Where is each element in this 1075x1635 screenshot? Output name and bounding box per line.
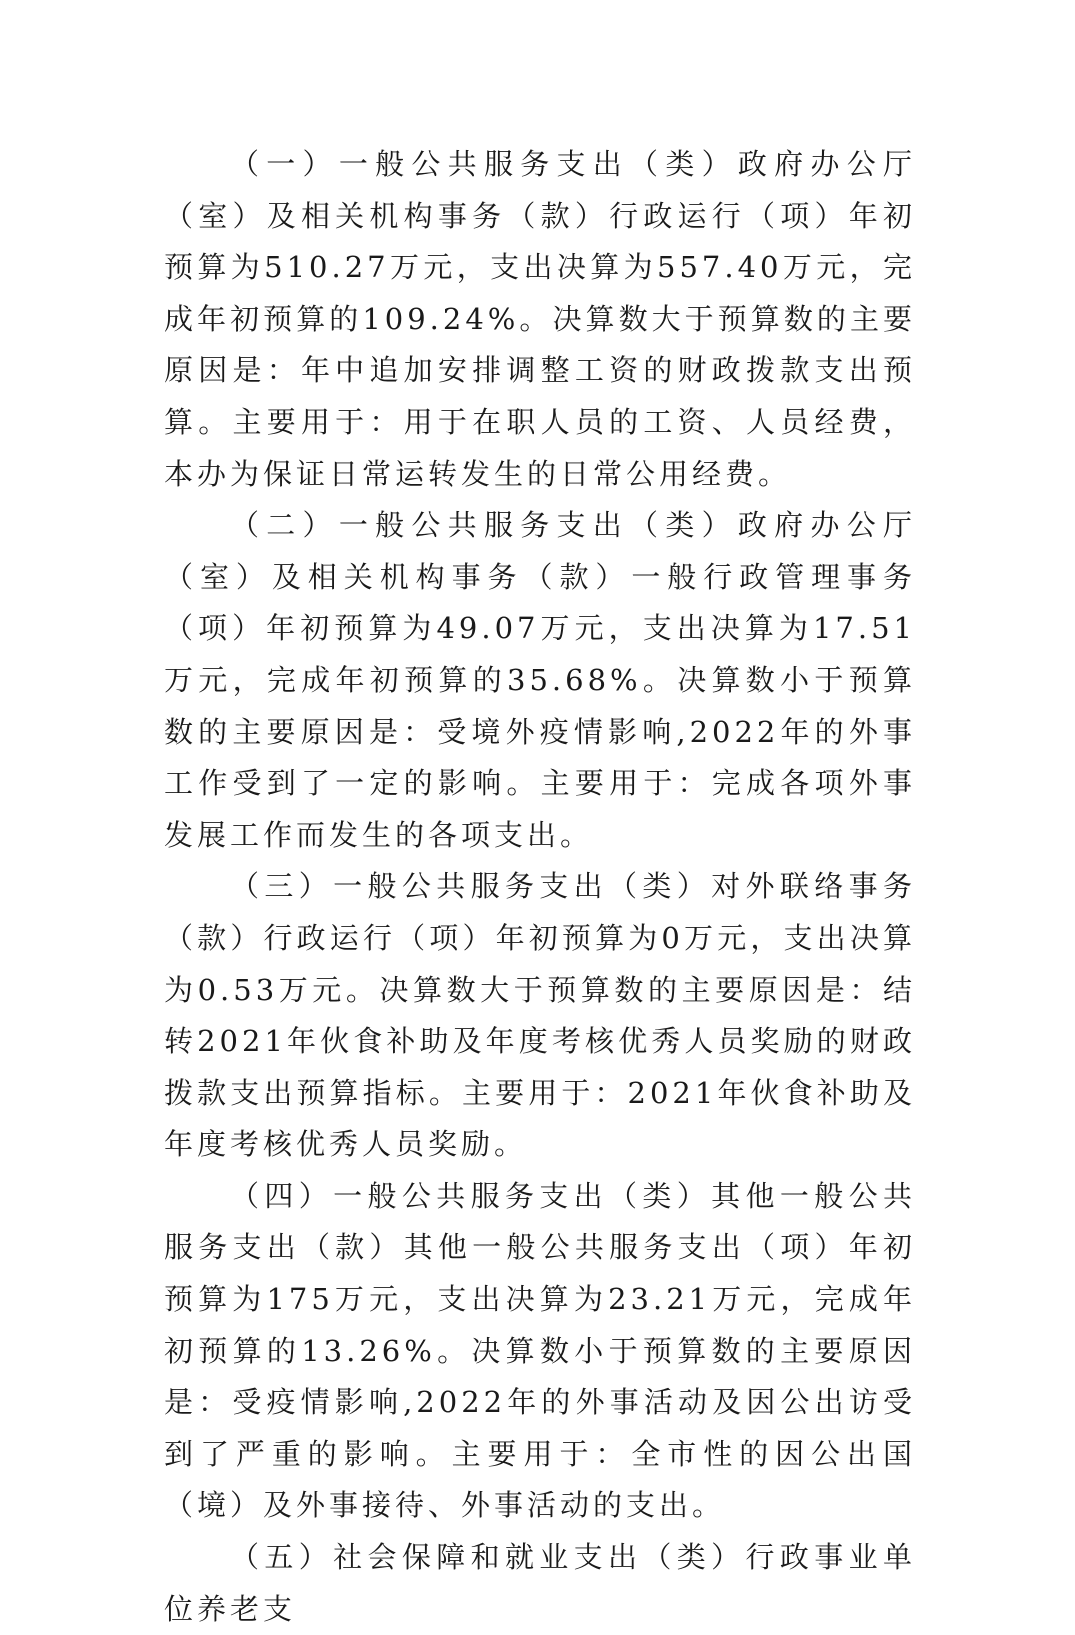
paragraph-4: （四）一般公共服务支出（类）其他一般公共服务支出（款）其他一般公共服务支出（项）年初预算为175万元，支出决算为23.21万元，完成年初预算的13.26%。决算数小于预算数的主要原因是：受疫情影响,2022年的外事活动及因公出访受到了严重的影响。主要用于：全市性的因公出国（境）及外事接待、外事活动的支出。: [164, 1178, 916, 1523]
paragraph-3: （三）一般公共服务支出（类）对外联络事务（款）行政运行（项）年初预算为0万元，支出决算为0.53万元。决算数大于预算数的主要原因是：结转2021年伙食补助及年度考核优秀人员奖励的财政拨款支出预算指标。主要用于：2021年伙食补助及年度考核优秀人员奖励。: [164, 869, 916, 1162]
paragraph-1: （一）一般公共服务支出（类）政府办公厅（室）及相关机构事务（款）行政运行（项）年初预算为510.27万元，支出决算为557.40万元，完成年初预算的109.24%。决算数大于预算数的主要原因是：年中追加安排调整工资的财政拨款支出预算。主要用于：用于在职人员的工资、人员经费，本办为保证日常运转发生的日常公用经费。: [164, 147, 916, 491]
document-body: [164, 139, 916, 1635]
paragraph-2: （二）一般公共服务支出（类）政府办公厅（室）及相关机构事务（款）一般行政管理事务（项）年初预算为49.07万元，支出决算为17.51万元，完成年初预算的35.68%。决算数小于预算数的主要原因是：受境外疫情影响,2022年的外事工作受到了一定的影响。主要用于：完成各项外事发展工作而发生的各项支出。: [164, 508, 916, 852]
paragraph-5: （五）社会保障和就业支出（类）行政事业单位养老支: [164, 1540, 916, 1626]
